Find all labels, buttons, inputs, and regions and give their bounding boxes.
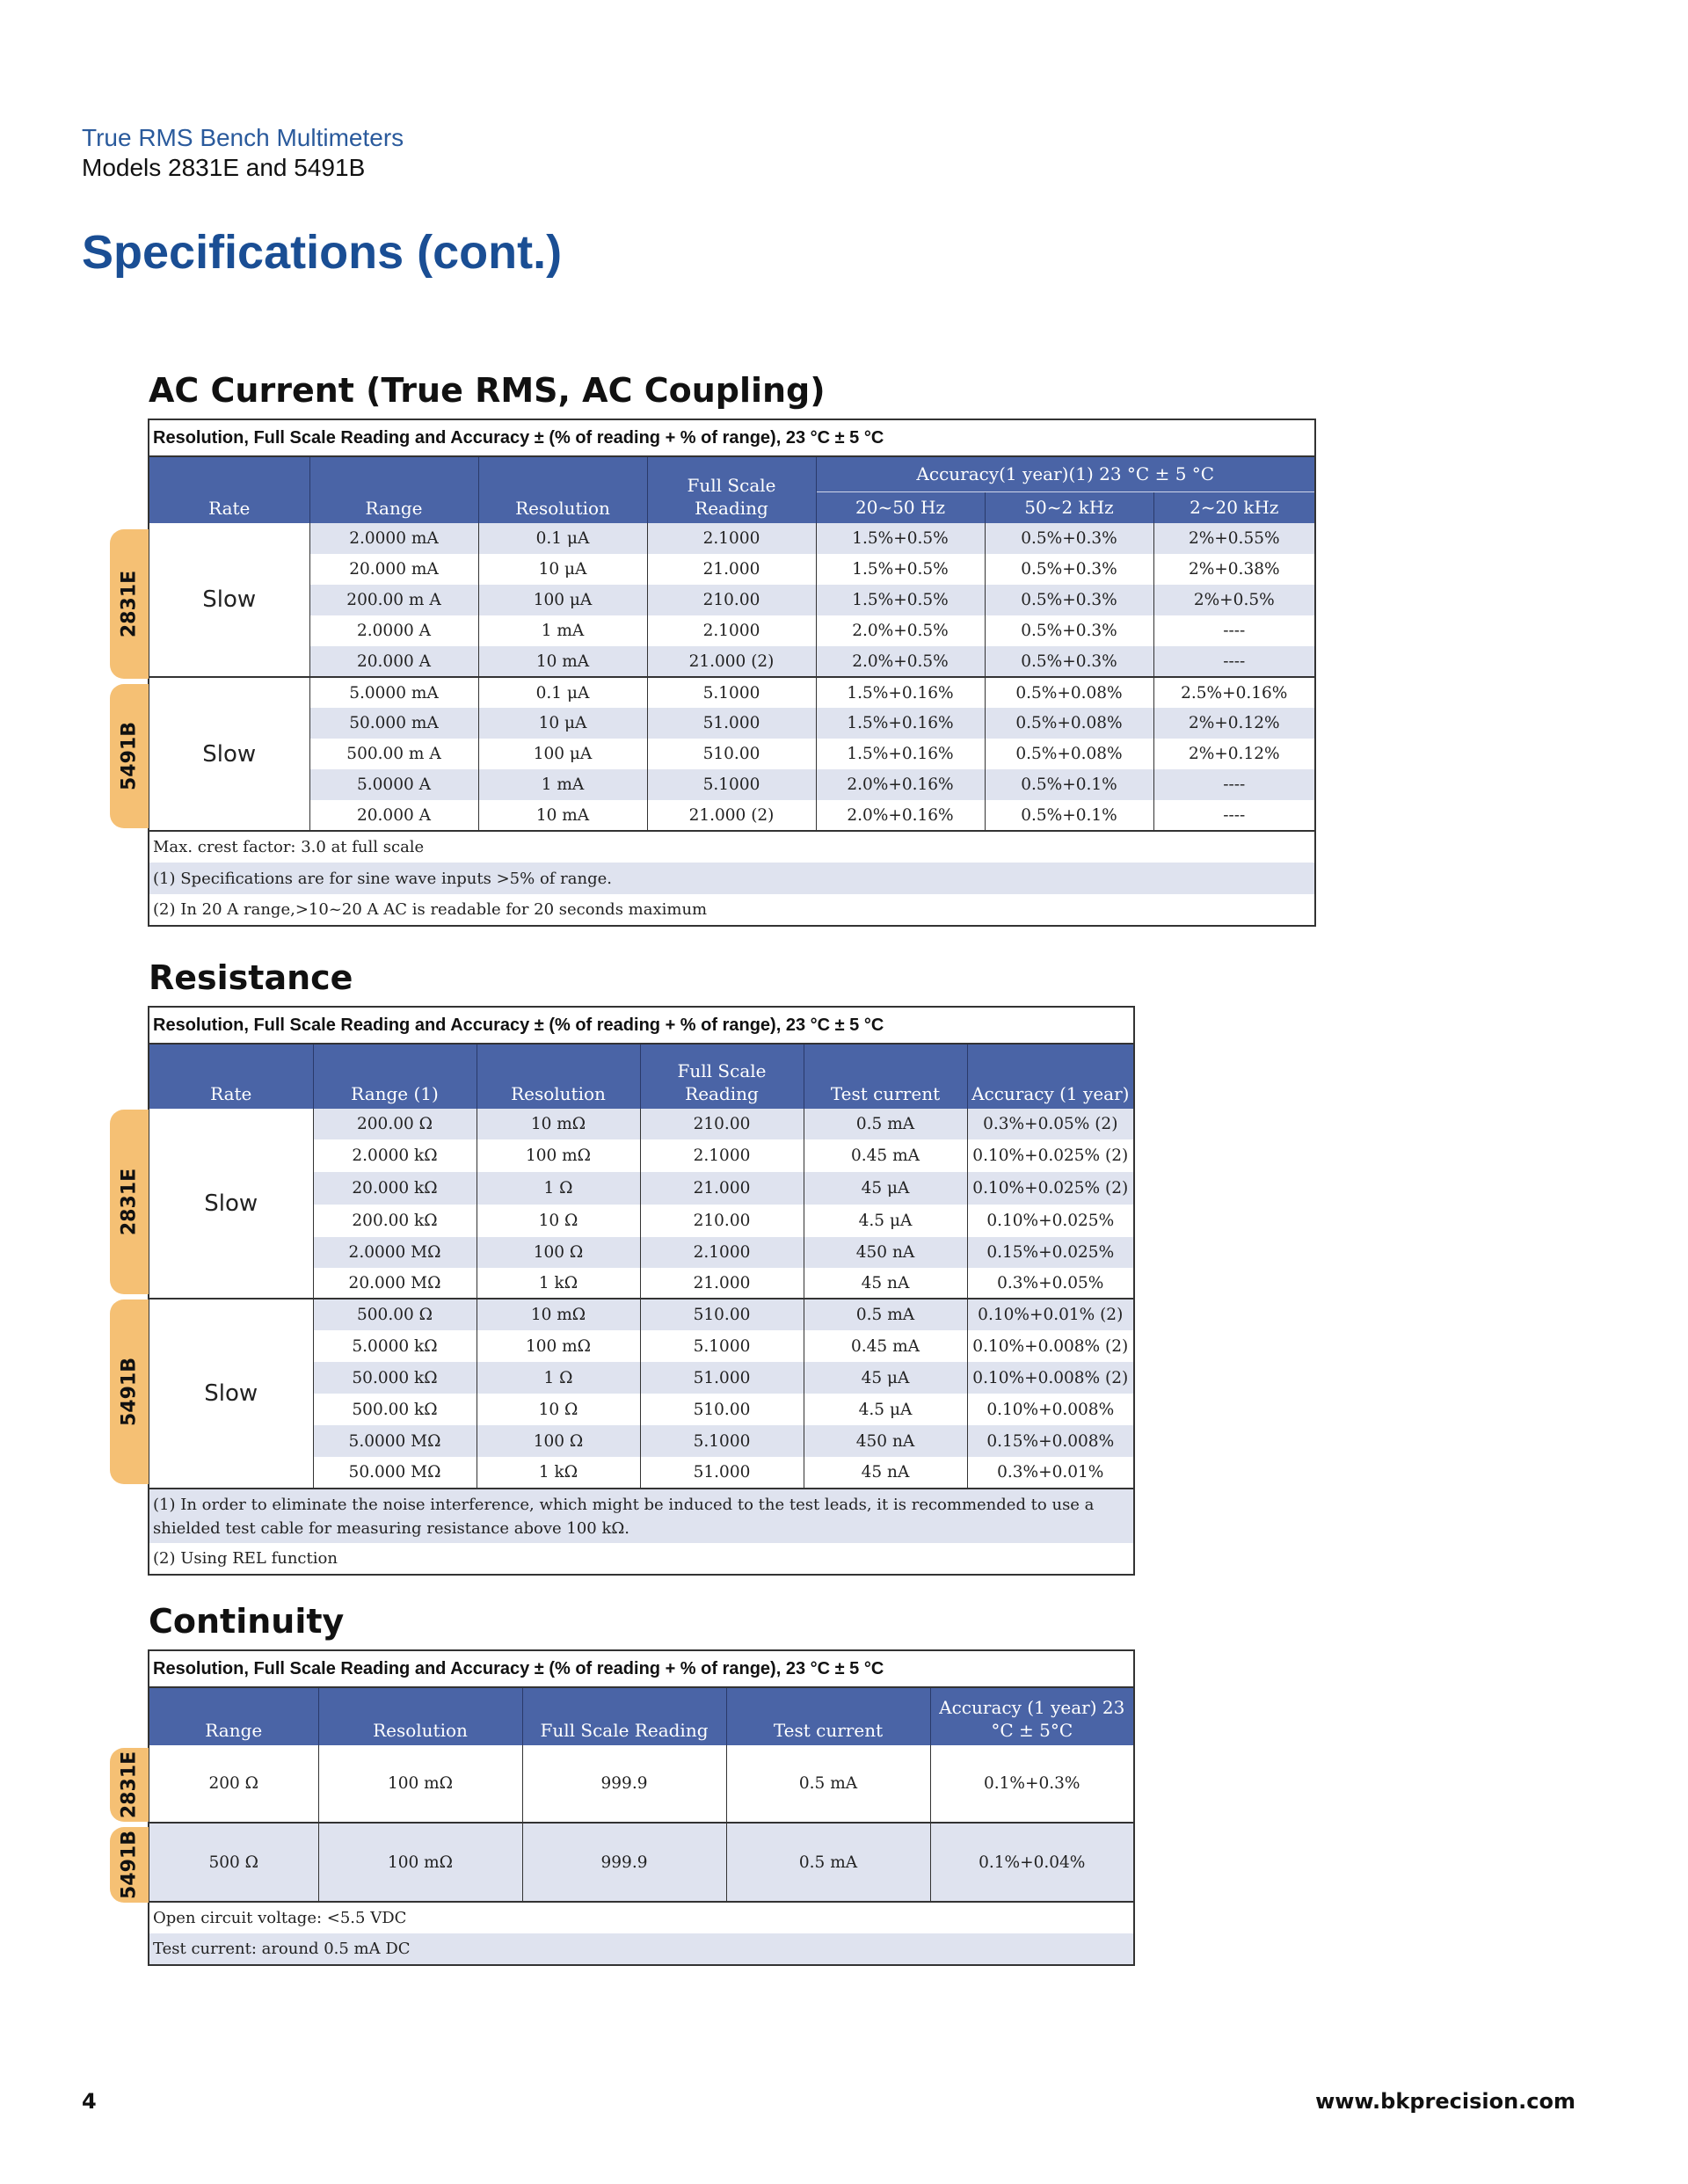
table-row [149,1109,1134,1139]
resolution-cell: 10 mA [478,646,647,677]
accuracy-cell: 1.5%+0.5% [816,585,985,615]
table-row [149,615,1315,646]
note: Test current: around 0.5 mA DC [149,1933,1134,1965]
range-cell: 2.0000 mA [309,523,478,554]
accuracy-cell: 0.5%+0.1% [985,769,1153,800]
table-row [149,739,1315,769]
col-header-rate: Rate [149,1044,313,1109]
col-header-resolution: Resolution [478,456,647,523]
table-row [149,554,1315,585]
fsr-cell: 999.9 [522,1823,726,1902]
range-cell: 5.0000 kΩ [313,1330,477,1362]
range-cell: 5.0000 MΩ [313,1425,477,1457]
model-tab-2831e [110,1110,149,1294]
resolution-cell: 10 Ω [477,1394,640,1425]
model-tab-label: 2831E [118,1751,141,1819]
accuracy-cell: 2.5%+0.16% [1153,677,1315,708]
note: (1) In order to eliminate the noise interference, which might be induced to the test leads, it is recommended to use a shielded test cable for measuring resistance above 100 kΩ. [149,1489,1134,1543]
accuracy-cell: ---- [1153,800,1315,831]
fsr-cell: 21.000 [640,1172,804,1205]
col-header-2-20khz: 2~20 kHz [1153,491,1315,523]
accuracy-cell: ---- [1153,769,1315,800]
resolution-cell: 100 mΩ [477,1330,640,1362]
table-row [149,1745,1134,1823]
col-header-resolution: Resolution [477,1044,640,1109]
accuracy-cell: 0.10%+0.008% [967,1394,1134,1425]
resolution-cell: 10 μA [478,554,647,585]
fsr-cell: 2.1000 [640,1237,804,1268]
accuracy-cell: 2%+0.38% [1153,554,1315,585]
resistance-table [148,1006,1135,1576]
resolution-cell: 100 Ω [477,1425,640,1457]
test-current-cell: 0.45 mA [804,1139,967,1172]
accuracy-cell: 2%+0.12% [1153,708,1315,739]
col-header-rate: Rate [149,456,309,523]
fsr-cell: 21.000 (2) [647,646,816,677]
fsr-cell: 21.000 (2) [647,800,816,831]
table-row [149,677,1315,708]
accuracy-cell: 0.5%+0.3% [985,585,1153,615]
resolution-cell: 1 kΩ [477,1457,640,1489]
model-tab-5491b [110,1827,149,1903]
table-row [149,523,1315,554]
range-cell: 20.000 kΩ [313,1172,477,1205]
note: (2) Using REL function [149,1543,1134,1575]
range-cell: 200.00 kΩ [313,1205,477,1237]
note: Open circuit voltage: <5.5 VDC [149,1902,1134,1933]
col-header-range: Range (1) [313,1044,477,1109]
rate-cell: Slow [149,677,309,831]
resolution-cell: 100 μA [478,739,647,769]
resolution-cell: 1 Ω [477,1172,640,1205]
range-cell: 500.00 m A [309,739,478,769]
fsr-cell: 510.00 [647,739,816,769]
fsr-cell: 5.1000 [640,1425,804,1457]
fsr-cell: 5.1000 [647,769,816,800]
model-tab-2831e [110,1748,149,1822]
accuracy-cell: 0.3%+0.05% [967,1268,1134,1299]
fsr-cell: 210.00 [640,1109,804,1139]
model-tab-5491b [110,1299,149,1484]
resolution-cell: 1 kΩ [477,1268,640,1299]
table-row [149,646,1315,677]
resolution-cell: 1 Ω [477,1362,640,1394]
accuracy-cell: 2.0%+0.16% [816,800,985,831]
fsr-cell: 21.000 [640,1268,804,1299]
note: (1) Specifications are for sine wave inputs >5% of range. [149,863,1315,894]
accuracy-cell: 0.5%+0.1% [985,800,1153,831]
accuracy-cell: 0.1%+0.04% [930,1823,1134,1902]
resolution-cell: 0.1 μA [478,523,647,554]
resistance-title: Resistance [149,958,353,997]
model-tab-label: 2831E [118,570,141,638]
accuracy-cell: 0.3%+0.05% (2) [967,1109,1134,1139]
accuracy-cell: 0.10%+0.025% [967,1205,1134,1237]
test-current-cell: 45 μA [804,1362,967,1394]
accuracy-cell: 0.1%+0.3% [930,1745,1134,1823]
note: Max. crest factor: 3.0 at full scale [149,831,1315,863]
accuracy-cell: 0.5%+0.3% [985,615,1153,646]
page-number: 4 [82,2089,97,2114]
resolution-cell: 10 μA [478,708,647,739]
range-cell: 20.000 A [309,800,478,831]
accuracy-cell: 0.5%+0.3% [985,523,1153,554]
col-header-full-scale-reading: Full Scale Reading [647,456,816,523]
col-header-20-50hz: 20~50 Hz [816,491,985,523]
table-row [149,800,1315,831]
col-header-resolution: Resolution [318,1687,522,1745]
range-cell: 5.0000 A [309,769,478,800]
fsr-cell: 5.1000 [647,677,816,708]
col-header-range: Range [149,1687,318,1745]
accuracy-cell: ---- [1153,646,1315,677]
col-header-50-2khz: 50~2 kHz [985,491,1153,523]
range-cell: 500.00 Ω [313,1299,477,1330]
fsr-cell: 999.9 [522,1745,726,1823]
doc-models: Models 2831E and 5491B [82,154,366,181]
fsr-cell: 21.000 [647,554,816,585]
test-current-cell: 45 nA [804,1268,967,1299]
resolution-cell: 100 Ω [477,1237,640,1268]
test-current-cell: 45 μA [804,1172,967,1205]
accuracy-cell: 0.5%+0.08% [985,677,1153,708]
range-cell: 500.00 kΩ [313,1394,477,1425]
resolution-cell: 100 μA [478,585,647,615]
range-cell: 50.000 MΩ [313,1457,477,1489]
resolution-cell: 100 mΩ [318,1745,522,1823]
resolution-cell: 1 mA [478,615,647,646]
fsr-cell: 2.1000 [647,615,816,646]
col-header-accuracy: Accuracy(1 year)(1) 23 °C ± 5 °C [816,456,1315,491]
resolution-cell: 10 mA [478,800,647,831]
accuracy-cell: 1.5%+0.5% [816,523,985,554]
model-tab-label: 5491B [118,722,141,790]
continuity-table [148,1649,1135,1966]
ac-current-table [148,419,1316,927]
accuracy-cell: 0.10%+0.008% (2) [967,1330,1134,1362]
col-header-full-scale-reading: Full Scale Reading [640,1044,804,1109]
range-cell: 200.00 m A [309,585,478,615]
test-current-cell: 0.5 mA [726,1745,930,1823]
fsr-cell: 510.00 [640,1394,804,1425]
accuracy-cell: 0.3%+0.01% [967,1457,1134,1489]
accuracy-cell: ---- [1153,615,1315,646]
range-cell: 2.0000 kΩ [313,1139,477,1172]
test-current-cell: 4.5 μA [804,1205,967,1237]
accuracy-cell: 0.5%+0.3% [985,646,1153,677]
resolution-cell: 10 mΩ [477,1109,640,1139]
resolution-cell: 100 mΩ [318,1823,522,1902]
range-cell: 200.00 Ω [313,1109,477,1139]
model-tab-2831e [110,529,149,679]
accuracy-cell: 0.15%+0.008% [967,1425,1134,1457]
fsr-cell: 510.00 [640,1299,804,1330]
col-header-test-current: Test current [726,1687,930,1745]
doc-series-title: True RMS Bench Multimeters [82,124,404,151]
range-cell: 5.0000 mA [309,677,478,708]
accuracy-cell: 0.10%+0.008% (2) [967,1362,1134,1394]
accuracy-cell: 0.10%+0.025% (2) [967,1172,1134,1205]
accuracy-cell: 0.15%+0.025% [967,1237,1134,1268]
test-current-cell: 0.5 mA [804,1299,967,1330]
col-header-accuracy: Accuracy (1 year) [967,1044,1134,1109]
resolution-cell: 10 Ω [477,1205,640,1237]
accuracy-cell: 1.5%+0.16% [816,739,985,769]
resolution-cell: 100 mΩ [477,1139,640,1172]
ac-current-title: AC Current (True RMS, AC Coupling) [149,371,826,410]
test-current-cell: 45 nA [804,1457,967,1489]
accuracy-cell: 0.10%+0.025% (2) [967,1139,1134,1172]
model-tab-label: 2831E [118,1168,141,1236]
accuracy-cell: 1.5%+0.16% [816,708,985,739]
model-tab-5491b [110,684,149,828]
table-row [149,769,1315,800]
test-current-cell: 0.5 mA [726,1823,930,1902]
col-header-full-scale-reading: Full Scale Reading [522,1687,726,1745]
continuity-caption: Resolution, Full Scale Reading and Accuracy ± (% of reading + % of range), 23 °C ± 5 °C [149,1650,1134,1687]
accuracy-cell: 2%+0.5% [1153,585,1315,615]
accuracy-cell: 2.0%+0.5% [816,615,985,646]
page-title: Specifications (cont.) [82,226,563,279]
resolution-cell: 10 mΩ [477,1299,640,1330]
range-cell: 500 Ω [149,1823,318,1902]
range-cell: 20.000 MΩ [313,1268,477,1299]
fsr-cell: 2.1000 [640,1139,804,1172]
accuracy-cell: 2%+0.12% [1153,739,1315,769]
rate-cell: Slow [149,1109,313,1299]
accuracy-cell: 0.5%+0.08% [985,739,1153,769]
fsr-cell: 2.1000 [647,523,816,554]
table-row [149,585,1315,615]
continuity-title: Continuity [149,1602,345,1641]
test-current-cell: 4.5 μA [804,1394,967,1425]
range-cell: 2.0000 A [309,615,478,646]
note: (2) In 20 A range,>10~20 A AC is readable for 20 seconds maximum [149,894,1315,926]
accuracy-cell: 0.10%+0.01% (2) [967,1299,1134,1330]
fsr-cell: 51.000 [640,1457,804,1489]
range-cell: 50.000 kΩ [313,1362,477,1394]
range-cell: 2.0000 MΩ [313,1237,477,1268]
model-tab-label: 5491B [118,1831,141,1899]
model-tab-label: 5491B [118,1358,141,1426]
accuracy-cell: 2.0%+0.16% [816,769,985,800]
resistance-caption: Resolution, Full Scale Reading and Accuracy ± (% of reading + % of range), 23 °C ± 5 °C [149,1007,1134,1044]
accuracy-cell: 1.5%+0.5% [816,554,985,585]
range-cell: 200 Ω [149,1745,318,1823]
range-cell: 20.000 mA [309,554,478,585]
table-row [149,1823,1134,1902]
table-row [149,708,1315,739]
fsr-cell: 210.00 [647,585,816,615]
accuracy-cell: 2%+0.55% [1153,523,1315,554]
range-cell: 50.000 mA [309,708,478,739]
col-header-accuracy: Accuracy (1 year) 23 °C ± 5°C [930,1687,1134,1745]
col-header-range: Range [309,456,478,523]
accuracy-cell: 1.5%+0.16% [816,677,985,708]
ac-current-caption: Resolution, Full Scale Reading and Accuracy ± (% of reading + % of range), 23 °C ± 5 °C [149,419,1315,456]
col-header-test-current: Test current [804,1044,967,1109]
fsr-cell: 5.1000 [640,1330,804,1362]
accuracy-cell: 2.0%+0.5% [816,646,985,677]
fsr-cell: 210.00 [640,1205,804,1237]
resolution-cell: 1 mA [478,769,647,800]
fsr-cell: 51.000 [647,708,816,739]
accuracy-cell: 0.5%+0.08% [985,708,1153,739]
table-row [149,1299,1134,1330]
accuracy-cell: 0.5%+0.3% [985,554,1153,585]
range-cell: 20.000 A [309,646,478,677]
test-current-cell: 450 nA [804,1237,967,1268]
rate-cell: Slow [149,523,309,677]
test-current-cell: 0.5 mA [804,1109,967,1139]
resolution-cell: 0.1 μA [478,677,647,708]
fsr-cell: 51.000 [640,1362,804,1394]
rate-cell: Slow [149,1299,313,1489]
footer-url[interactable]: www.bkprecision.com [1315,2089,1575,2114]
test-current-cell: 450 nA [804,1425,967,1457]
test-current-cell: 0.45 mA [804,1330,967,1362]
